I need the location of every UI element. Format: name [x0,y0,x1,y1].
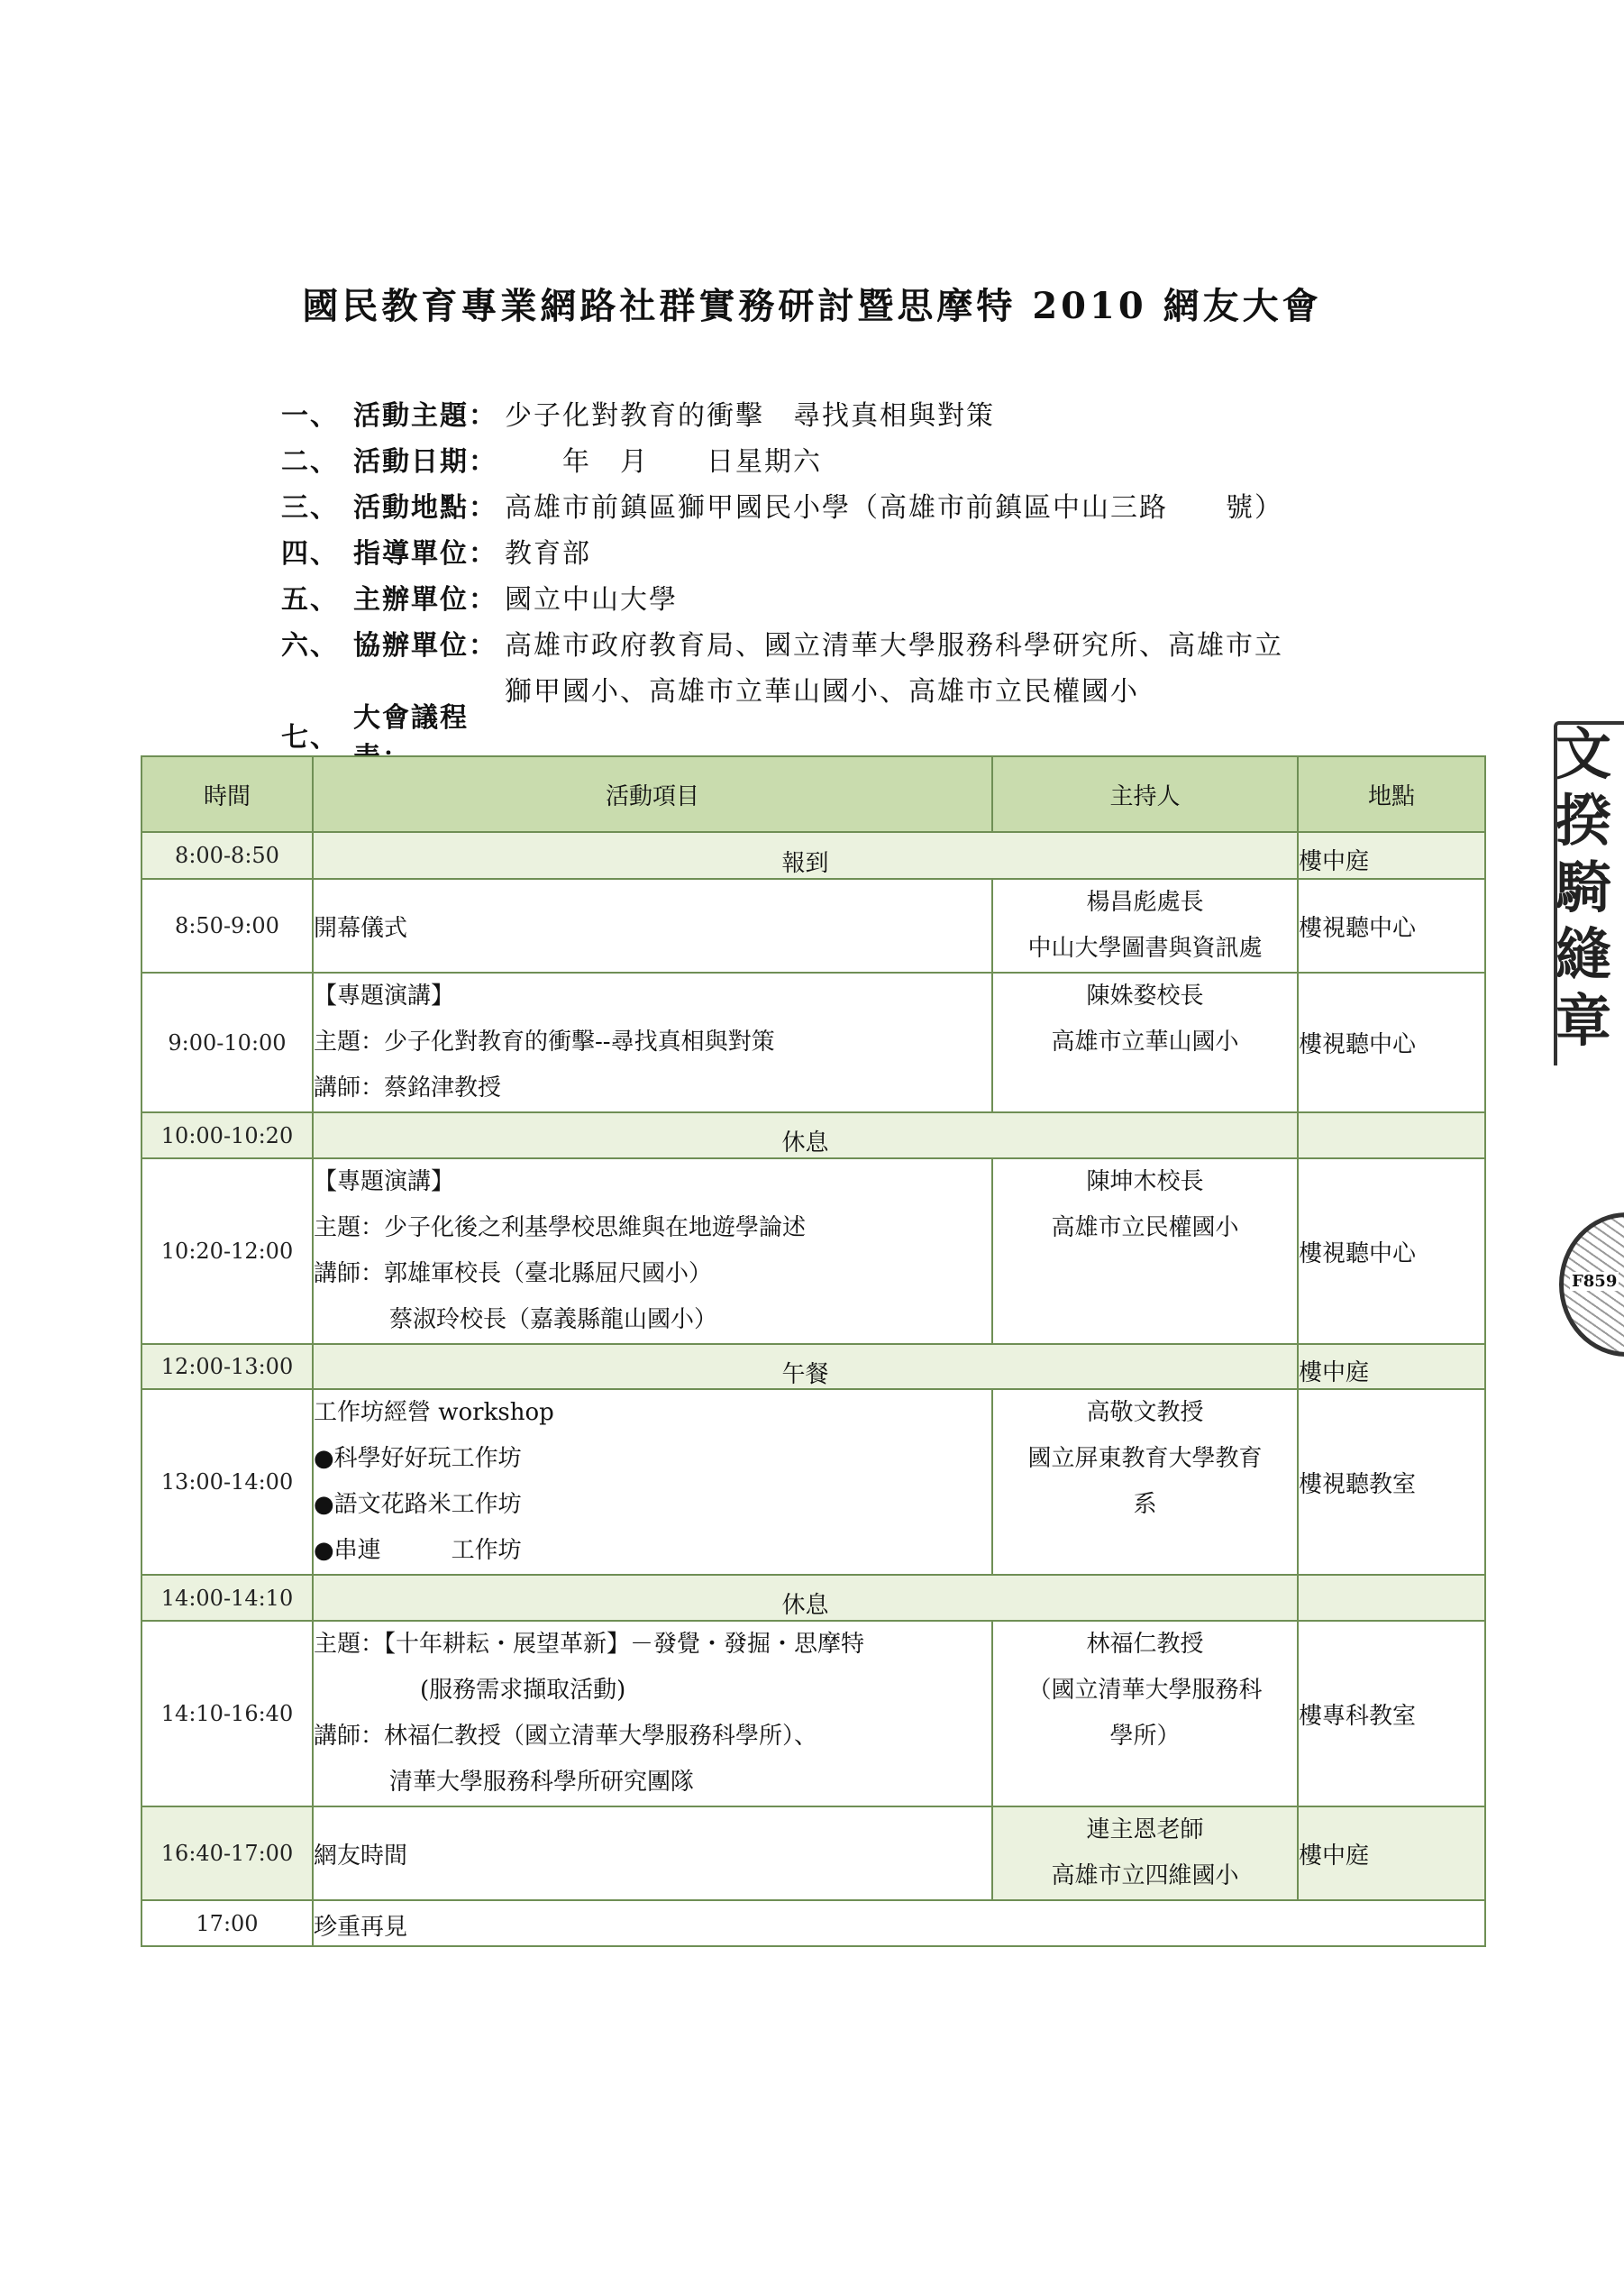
info-supervisor [281,527,1453,573]
host-org: 學所） [1109,1723,1181,1750]
info-number: 四、 [281,537,339,570]
info-label: 活動地點： [353,491,497,524]
round-seal [1554,1212,1624,1357]
info-number: 六、 [281,629,339,662]
info-value: 獅甲國小、高雄市立華山國小、高雄市立民權國小 [505,675,1139,708]
row-time: 10:00-10:20 [141,1112,313,1158]
info-value: 年 月 日星期六 [505,445,822,478]
stamp-char: 騎 [1556,855,1612,920]
info-venue [281,481,1453,527]
header-activity: 活動項目 [313,756,992,832]
activity-text: 珍重再見 [314,1914,408,1941]
row-time: 8:00-8:50 [141,832,313,879]
activity-line: 【專題演講】 [314,1168,455,1195]
row-activity [313,1575,1298,1621]
row-location: 樓專科教室 [1298,1621,1485,1806]
activity-line: 主題：少子化對教育的衝擊--尋找真相與對策 [314,1029,775,1056]
agenda-row-session [141,1621,1485,1806]
row-time: 13:00-14:00 [141,1389,313,1575]
row-host [992,1389,1298,1575]
row-activity [313,973,992,1112]
info-value: 國立中山大學 [505,583,678,616]
info-number: 五、 [281,583,339,616]
host-name: 陳姝婺校長 [1086,983,1204,1010]
row-location [1298,1112,1485,1158]
row-time: 16:40-17:00 [141,1806,313,1900]
agenda-row-keynote-1 [141,973,1485,1112]
activity-line: 講師：林福仁教授（國立清華大學服務科學所）、 [314,1723,818,1750]
row-location: 樓視聽中心 [1298,973,1485,1112]
row-location: 樓視聽中心 [1298,1158,1485,1344]
activity-text: 午餐 [781,1360,829,1388]
agenda-row-workshop [141,1389,1485,1575]
info-label: 大會議程 [353,701,469,734]
row-activity: 網友時間 [313,1806,992,1900]
row-host [992,1621,1298,1806]
activity-text: 報到 [781,849,829,877]
seal-text: F859 [1572,1272,1618,1291]
row-location: 樓中庭 [1298,1344,1485,1389]
agenda-row-break-1 [141,1112,1485,1158]
info-co-organizer [281,619,1453,665]
info-organizer [281,573,1453,619]
activity-line: 蔡淑玲校長（嘉義縣龍山國小） [389,1306,718,1333]
activity-line: ●科學好好玩工作坊 [314,1445,522,1472]
agenda-row-checkin [141,832,1485,879]
info-date [281,435,1453,481]
info-theme [281,389,1453,435]
row-host [992,1158,1298,1344]
host-org: 高雄市立四維國小 [1051,1862,1239,1889]
row-activity [313,1389,992,1575]
host-org: 系 [1133,1491,1157,1518]
info-label: 協辦單位： [353,629,497,662]
info-label: 主辦單位： [353,583,497,616]
activity-line: (服務需求擷取活動) [420,1677,626,1704]
agenda-header-row [141,756,1485,832]
agenda-row-break-2 [141,1575,1485,1621]
info-number: 三、 [281,491,339,524]
info-value: 教育部 [505,537,591,570]
row-location: 樓中庭 [1298,832,1485,879]
activity-text: 休息 [781,1129,829,1157]
activity-line: ●語文花路米工作坊 [314,1491,522,1518]
stamp-char: 文 [1556,721,1612,787]
header-time: 時間 [141,756,313,832]
host-name: 楊昌彪處長 [1086,889,1204,916]
host-org: 國立屏東教育大學教育 [1027,1445,1263,1472]
row-activity [313,1900,1485,1946]
activity-line: 【專題演講】 [314,983,455,1010]
row-time: 10:20-12:00 [141,1158,313,1344]
row-activity [313,1344,1298,1389]
agenda-row-keynote-2 [141,1158,1485,1344]
activity-line: 清華大學服務科學所研究團隊 [389,1769,695,1796]
host-org: （國立清華大學服務科 [1027,1677,1263,1704]
stamp-char: 章 [1556,988,1612,1054]
header-location: 地點 [1298,756,1485,832]
host-name: 高敬文教授 [1086,1399,1204,1426]
host-name: 林福仁教授 [1086,1631,1204,1658]
row-host [992,1806,1298,1900]
stamp-char: 縫 [1556,921,1612,987]
row-time: 12:00-13:00 [141,1344,313,1389]
host-name: 連主恩老師 [1086,1816,1204,1843]
row-host [992,973,1298,1112]
row-activity [313,1112,1298,1158]
info-agenda-heading [281,701,1453,757]
activity-line: 講師：蔡銘津教授 [314,1074,502,1102]
row-location: 樓視聽中心 [1298,879,1485,973]
row-time: 14:10-16:40 [141,1621,313,1806]
row-location [1298,1575,1485,1621]
row-location: 樓中庭 [1298,1806,1485,1900]
host-org: 高雄市立民權國小 [1051,1214,1239,1241]
activity-line: 主題：少子化後之利基學校思維與在地遊學論述 [314,1214,807,1241]
host-org: 高雄市立華山國小 [1051,1029,1239,1056]
row-activity: 開幕儀式 [313,879,992,973]
info-value: 少子化對教育的衝擊 尋找真相與對策 [505,399,995,432]
agenda-row-lunch [141,1344,1485,1389]
agenda-row-networking [141,1806,1485,1900]
row-time: 9:00-10:00 [141,973,313,1112]
seam-stamp [1548,721,1624,1065]
stamp-border [1554,721,1624,1065]
info-label: 指導單位： [353,537,497,570]
row-time: 8:50-9:00 [141,879,313,973]
document-title: 國民教育專業網路社群實務研討暨思摩特 2010 網友大會 [302,285,1322,327]
row-activity [313,1158,992,1344]
info-label: 活動日期： [353,445,497,478]
row-time: 17:00 [141,1900,313,1946]
row-time: 14:00-14:10 [141,1575,313,1621]
activity-line: 主題：【十年耕耘・展望革新】－發覺・發掘・思摩特 [314,1631,865,1658]
row-host [992,879,1298,973]
agenda-row-closing [141,1900,1485,1946]
info-number: 一、 [281,399,339,432]
row-location: 樓視聽教室 [1298,1389,1485,1575]
activity-line: 講師：郭雄軍校長（臺北縣屈尺國小） [314,1260,713,1287]
activity-line: ●串連 工作坊 [314,1537,522,1564]
activity-text: 休息 [781,1592,829,1619]
info-label: 活動主題： [353,399,497,432]
host-org: 中山大學圖書與資訊處 [1027,935,1263,962]
event-info [281,389,1453,757]
header-host: 主持人 [992,756,1298,832]
activity-line: 工作坊經營 workshop [314,1399,554,1426]
agenda-row-opening [141,879,1485,973]
stamp-char: 揆 [1556,788,1612,854]
row-activity [313,832,1298,879]
info-number: 二、 [281,445,339,478]
info-value: 高雄市前鎮區獅甲國民小學（高雄市前鎮區中山三路 號） [505,491,1283,524]
host-name: 陳坤木校長 [1086,1168,1204,1195]
agenda-table [141,755,1486,1947]
row-activity [313,1621,992,1806]
info-number: 七、 [281,721,339,754]
info-value: 高雄市政府教育局、國立清華大學服務科學研究所、高雄市立 [505,629,1283,662]
